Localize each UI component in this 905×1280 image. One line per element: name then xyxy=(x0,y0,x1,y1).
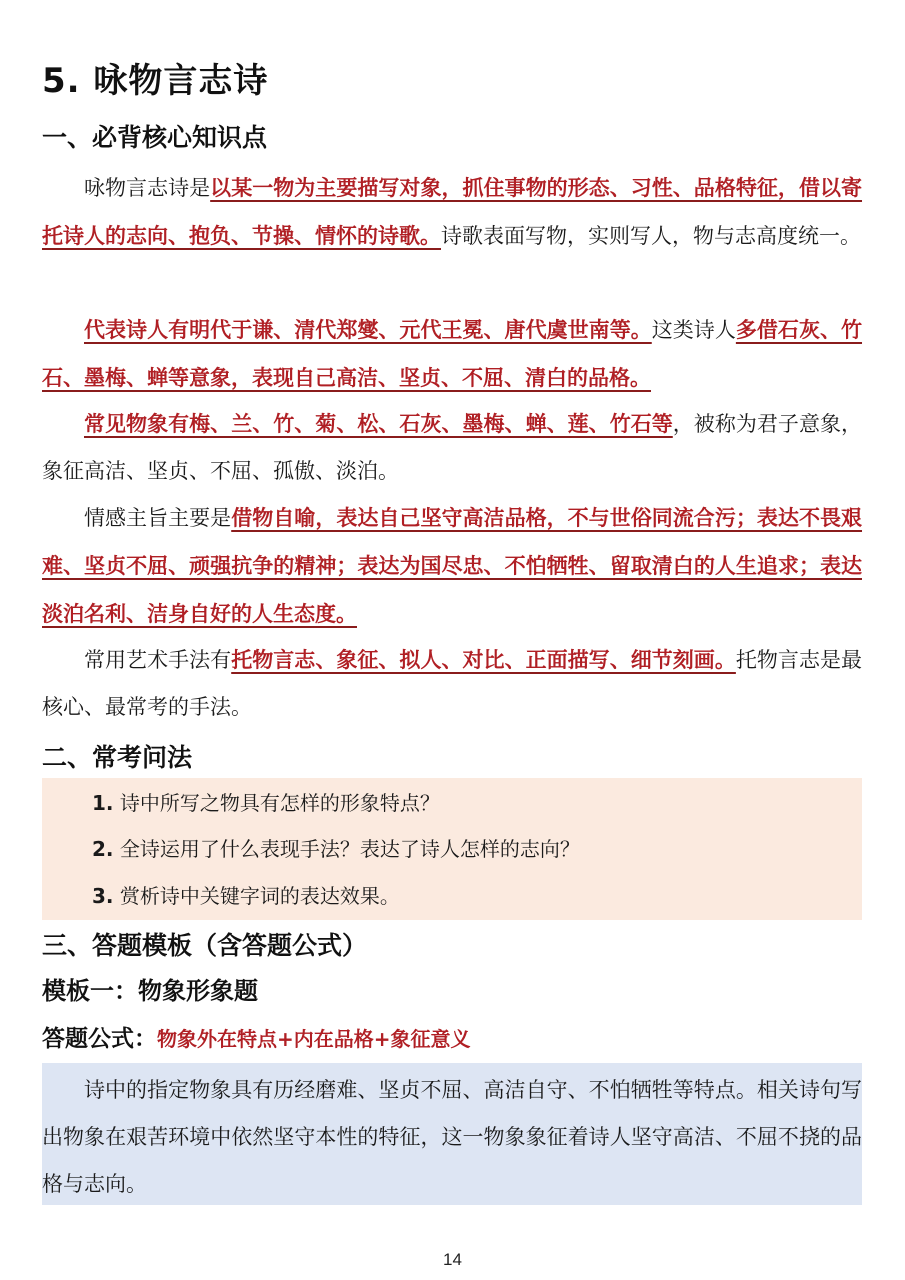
page-title: 5. 咏物言志诗 xyxy=(42,61,269,101)
text: 托物言志是最核心、最常考的手法。 xyxy=(42,648,863,719)
paragraph-poets xyxy=(42,306,862,402)
text: ，被称为君子意象，象征高洁、坚贞、不屈、孤傲、淡泊。 xyxy=(42,412,863,483)
section-heading-knowledge: 一、必背核心知识点 xyxy=(42,123,268,152)
text: 常用艺术手法有 xyxy=(84,648,232,672)
question-item xyxy=(92,881,400,911)
question-text: 全诗运用了什么表现手法？表达了诗人怎样的志向？ xyxy=(119,837,580,861)
highlight-text: 以某一物为主要描写对象，抓住事物的形态、习性、品格特征，借以寄托诗人的志向、抱负、节操、情怀的诗歌。 xyxy=(42,175,863,248)
template-title: 模板一：物象形象题 xyxy=(42,977,258,1005)
question-number: 2. xyxy=(92,837,114,861)
page-number: 14 xyxy=(443,1250,462,1269)
highlight-text: 借物自喻，表达自己坚守高洁品格，不与世俗同流合污；表达不畏艰难、坚贞不屈、顽强抗争的精神；表达为国尽忠、不怕牺牲、留取清白的人生追求；表达淡泊名利、洁身自好的人生态度。 xyxy=(42,505,863,626)
highlight-text: 常见物象有梅、兰、竹、菊、松、石灰、墨梅、蝉、莲、竹石等 xyxy=(84,411,673,436)
highlight-text: 托物言志、象征、拟人、对比、正面描写、细节刻画。 xyxy=(231,647,736,672)
paragraph-images xyxy=(42,400,862,495)
highlight-text: 代表诗人有明代于谦、清代郑燮、元代王冕、唐代虞世南等。 xyxy=(84,317,652,342)
question-item xyxy=(92,788,440,818)
formula-line xyxy=(42,1022,471,1056)
section-heading-templates: 三、答题模板（含答题公式） xyxy=(42,931,368,960)
text: 咏物言志诗是 xyxy=(84,176,211,200)
formula-label: 答题公式： xyxy=(42,1026,157,1052)
formula-value: 物象外在特点+内在品格+象征意义 xyxy=(157,1027,471,1051)
section-heading-questions: 二、常考问法 xyxy=(42,743,193,772)
question-text: 诗中所写之物具有怎样的形象特点？ xyxy=(119,791,440,815)
question-item xyxy=(92,834,580,864)
answer-box xyxy=(42,1063,862,1205)
answer-text: 诗中的指定物象具有历经磨难、坚贞不屈、高洁自守、不怕牺牲等特点。相关诗句写出物象在艰苦环境中依然坚守本性的特征，这一物象象征着诗人坚守高洁、不屈不挠的品格与志向。 xyxy=(42,1078,862,1196)
highlight-text: 多借石灰、竹石、墨梅、蝉等意象，表现自己高洁、坚贞、不屈、清白的品格。 xyxy=(42,317,863,390)
paragraph-techniques xyxy=(42,636,862,731)
text: 情感主旨主要是 xyxy=(84,506,232,530)
question-number: 1. xyxy=(92,791,114,815)
paragraph-emotion xyxy=(42,494,862,638)
paragraph-definition xyxy=(42,164,862,260)
text: 这类诗人 xyxy=(651,318,736,342)
questions-box xyxy=(42,778,862,920)
question-number: 3. xyxy=(92,884,114,908)
question-text: 赏析诗中关键字词的表达效果。 xyxy=(119,884,400,908)
text: 诗歌表面写物，实则写人，物与志高度统一。 xyxy=(441,224,861,248)
